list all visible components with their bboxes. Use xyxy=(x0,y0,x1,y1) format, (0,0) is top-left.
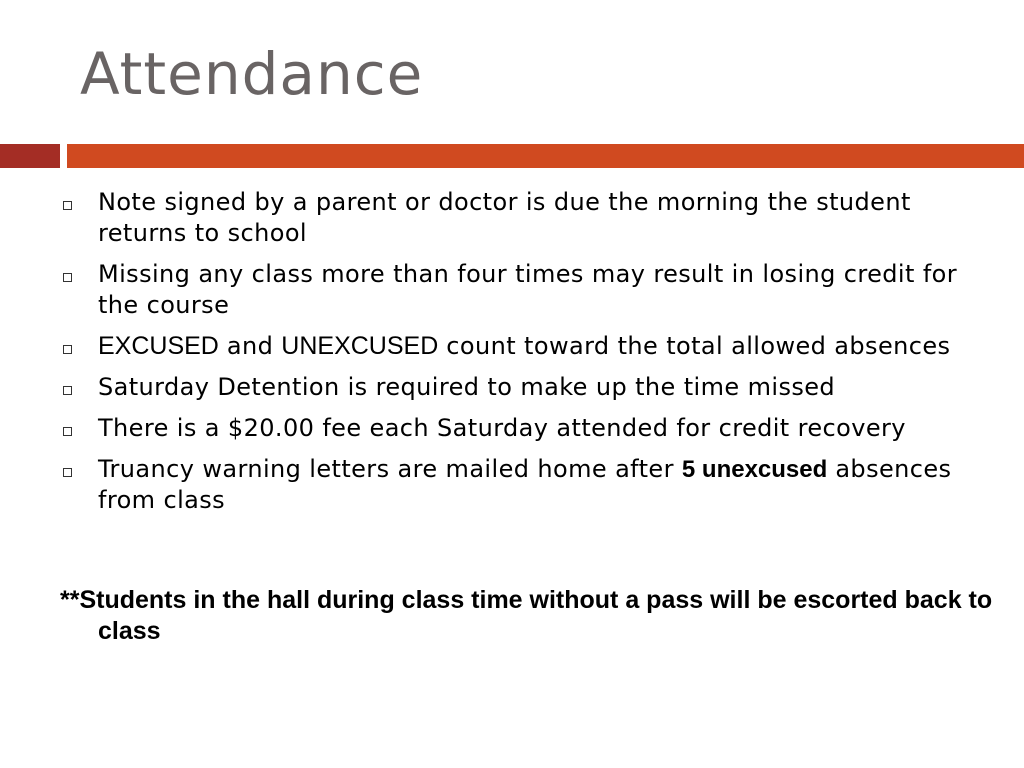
square-bullet-icon xyxy=(63,201,72,210)
bullet-text: Note signed by a parent or doctor is due the morning the student returns to school xyxy=(98,188,911,247)
bullet-item-note-signed xyxy=(60,187,990,249)
square-bullet-icon xyxy=(63,345,72,354)
bullet-item-saturday-detention xyxy=(60,372,990,403)
bullet-item-truancy xyxy=(60,454,990,516)
slide-title: Attendance xyxy=(80,40,424,108)
bullet-text: absences from class xyxy=(98,455,952,514)
bullet-text: There is a $20.00 fee each Saturday attended for credit recovery xyxy=(98,414,906,442)
excused-label: EXCUSED xyxy=(98,332,219,360)
bullet-item-excused-unexcused xyxy=(60,331,990,362)
bullet-text: Saturday Detention is required to make up the time missed xyxy=(98,373,836,401)
bullet-item-missing-class xyxy=(60,259,990,321)
bullet-list xyxy=(60,187,990,526)
square-bullet-icon xyxy=(63,427,72,436)
square-bullet-icon xyxy=(63,468,72,477)
title-rule-bar xyxy=(67,144,1024,168)
bullet-item-fee xyxy=(60,413,990,444)
bullet-text-lead: Truancy warning letters are mailed home after xyxy=(98,455,682,483)
bullet-text: Missing any class more than four times may result in losing credit for the course xyxy=(98,260,958,319)
unexcused-count: 5 unexcused xyxy=(681,456,828,483)
bullet-text-join: and xyxy=(218,332,282,360)
hall-pass-note: **Students in the hall during class time without a pass will be escorted back to class xyxy=(60,586,993,645)
unexcused-label: UNEXCUSED xyxy=(281,332,439,360)
bullet-text: count toward the total allowed absences xyxy=(438,332,951,360)
square-bullet-icon xyxy=(63,273,72,282)
title-rule-accent xyxy=(0,144,60,168)
square-bullet-icon xyxy=(63,386,72,395)
